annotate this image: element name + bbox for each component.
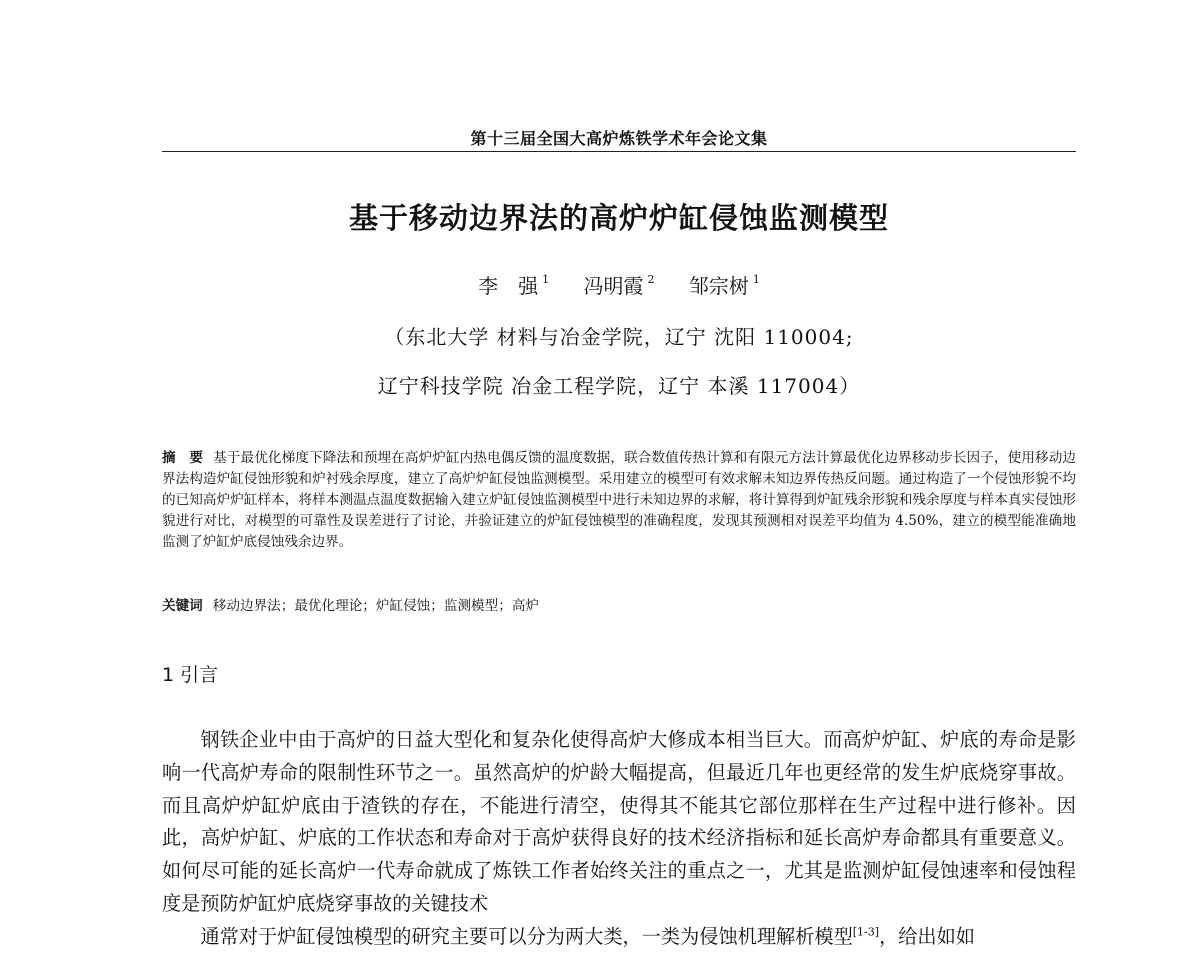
author-affiliation-mark: 1 [752, 273, 760, 286]
author-name: 冯明霞 [583, 274, 644, 298]
paragraph-text-tail: ，给出如如 [879, 924, 975, 948]
keywords-text: 移动边界法；最优化理论；炉缸侵蚀；监测模型；高炉 [212, 598, 540, 614]
abstract [162, 448, 1076, 553]
author-name: 李 强 [478, 274, 539, 298]
author-affiliation-mark: 2 [647, 273, 655, 286]
body-text [162, 724, 1076, 954]
keywords-label: 关键词 [162, 598, 203, 614]
paragraph [162, 921, 1076, 954]
author-affiliation-mark: 1 [542, 273, 550, 286]
paragraph-text: 通常对于炉缸侵蚀模型的研究主要可以分为两大类，一类为侵蚀机理解析模型 [200, 924, 853, 948]
author [689, 274, 760, 298]
abstract-text: 基于最优化梯度下降法和预埋在高炉炉缸内热电偶反馈的温度数据，联合数值传热计算和有限元方法计算最优化边界移动步长因子，使用移动边界法构造炉缸侵蚀形貌和炉衬残余厚度，建立了高炉炉缸侵蚀监测模型。采用建立的模型可有效求解未知边界传热反问题。通过构造了一个侵蚀形貌不均的已知高炉炉缸样本，将样本测温点温度数据输入建立炉缸侵蚀监测模型中进行未知边界的求解，将计算得到炉缸残余形貌和残余厚度与样本真实侵蚀形貌进行对比，对模型的可靠性及误差进行了讨论，并验证建立的炉缸侵蚀模型的准确程度，发现其预测相对误差平均值为 4.50%，建立的模型能准确地监测了炉缸炉底侵蚀残余边界。 [162, 450, 1077, 550]
affiliation: （东北大学 材料与冶金学院，辽宁 沈阳 110004; [384, 325, 854, 349]
citation-ref: [1-3] [852, 925, 880, 939]
paper-title: 基于移动边界法的高炉炉缸侵蚀监测模型 [348, 201, 889, 235]
keywords [162, 596, 1076, 617]
author-name: 邹宗树 [688, 274, 749, 298]
affiliation: 辽宁科技学院 冶金工程学院，辽宁 本溪 117004） [377, 374, 861, 398]
section-heading: 1 引言 [162, 664, 219, 686]
author [584, 274, 655, 298]
abstract-label: 摘 要 [162, 450, 204, 466]
author-list [162, 270, 1076, 299]
header-rule [162, 151, 1076, 152]
paragraph: 钢铁企业中由于高炉的日益大型化和复杂化使得高炉大修成本相当巨大。而高炉炉缸、炉底的寿命是影响一代高炉寿命的限制性环节之一。虽然高炉的炉龄大幅提高，但最近几年也更经常的发生炉底烧穿事故。而且高炉炉缸炉底由于渣铁的存在，不能进行清空，使得其不能其它部位那样在生产过程中进行修补。因此，高炉炉缸、炉底的工作状态和寿命对于高炉获得良好的技术经济指标和延长高炉寿命都具有重要意义。如何尽可能的延长高炉一代寿命就成了炼铁工作者始终关注的重点之一，尤其是监测炉缸侵蚀速率和侵蚀程度是预防炉缸炉底烧穿事故的关键技术 [162, 728, 1076, 915]
running-header: 第十三届全国大高炉炼铁学术年会论文集 [470, 129, 768, 148]
author [478, 274, 549, 298]
